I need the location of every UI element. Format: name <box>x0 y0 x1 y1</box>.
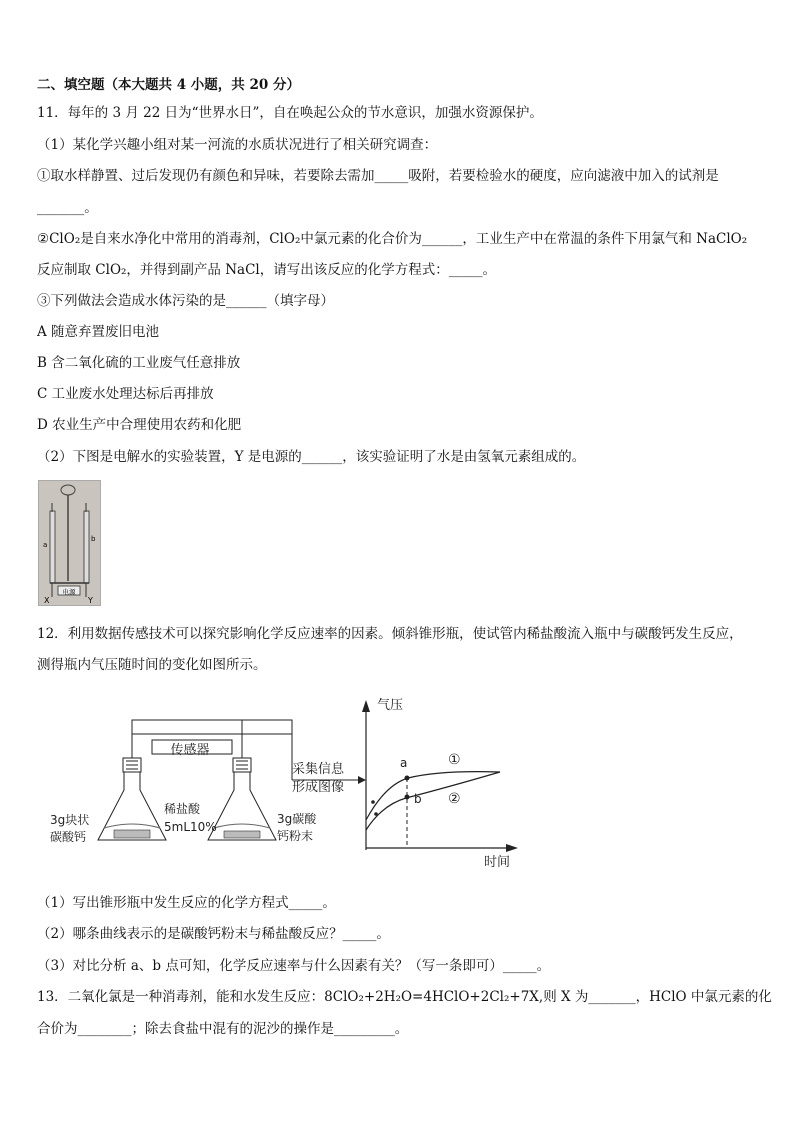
q11-item1-line2: _______。 <box>37 200 98 216</box>
tube-b-label: b <box>91 535 96 543</box>
q11-item1-line1: ①取水样静置、过后发现仍有颜色和异味，若要除去需加_____吸附，若要检验水的硬度，应向滤液中加入的试剂是 <box>37 168 719 184</box>
curve-1 <box>366 772 500 820</box>
electrolysis-apparatus-image <box>38 480 101 606</box>
q11-item3: ③下列做法会造成水体污染的是______（填字母） <box>37 293 334 309</box>
option-b: B 含二氧化硫的工业废气任意排放 <box>37 355 241 371</box>
q13-line2: 合价为________；除去食盐中混有的泥沙的操作是_________。 <box>37 1021 409 1037</box>
point-b <box>405 795 410 800</box>
power-label: 电源 <box>62 588 76 596</box>
form-image-label: 形成图像 <box>292 780 345 795</box>
tube-a-label: a <box>43 541 48 549</box>
q12-stem-line2: 测得瓶内气压随时间的变化如图所示。 <box>37 657 267 673</box>
electrode-x-label: X <box>44 596 50 605</box>
q12-figure <box>40 690 530 875</box>
sensor-label: 传感器 <box>170 743 210 758</box>
q11-part1: （1）某化学兴趣小组对某一河流的水质状况进行了相关研究调查： <box>37 137 438 153</box>
curve-2-label: ② <box>448 791 461 807</box>
acid-label-1: 稀盐酸 <box>164 802 201 816</box>
q11-item2-line1: ②ClO₂是自来水净化中常用的消毒剂，ClO₂中氯元素的化合价为______，工业生产中在常温的条件下用氯气和 NaClO₂ <box>37 231 748 247</box>
option-d: D 农业生产中合理使用农药和化肥 <box>37 417 242 433</box>
y-axis-label: 气压 <box>377 698 404 713</box>
collect-info-label: 采集信息 <box>292 762 345 777</box>
point-b-label: b <box>414 792 422 806</box>
q12-sub3: （3）对比分析 a、b 点可知，化学反应速率与什么因素有关？（写一条即可）_____。 <box>37 958 551 974</box>
curve-1-label: ① <box>448 752 461 768</box>
q12-sub2: （2）哪条曲线表示的是碳酸钙粉末与稀盐酸反应？_____。 <box>37 926 390 942</box>
right-flask-label-2: 钙粉末 <box>277 829 314 843</box>
x-axis-label: 时间 <box>484 855 511 870</box>
option-c: C 工业废水处理达标后再排放 <box>37 386 214 402</box>
q11-item2-line2: 反应制取 ClO₂，并得到副产品 NaCl，请写出该反应的化学方程式：_____。 <box>37 262 496 278</box>
point-a <box>405 776 410 781</box>
section-heading: 二、填空题（本大题共 4 小题，共 20 分） <box>37 77 300 93</box>
curve-2 <box>366 772 500 830</box>
left-flask-label-1: 3g块状 <box>50 813 90 827</box>
q12-sub1: （1）写出锥形瓶中发生反应的化学方程式_____。 <box>37 895 336 911</box>
q13-line1: 13．二氧化氯是一种消毒剂，能和水发生反应：8ClO₂+2H₂O=4HClO+2Cl₂+7X,则 X 为_______，HClO 中氯元素的化 <box>37 989 772 1005</box>
option-a: A 随意弃置废旧电池 <box>37 324 160 340</box>
right-flask-label-1: 3g碳酸 <box>277 812 317 826</box>
point-a-label: a <box>400 756 408 770</box>
q12-stem-line1: 12．利用数据传感技术可以探究影响化学反应速率的因素。倾斜锥形瓶，使试管内稀盐酸流入瓶中与碳酸钙发生反应， <box>37 626 743 642</box>
q11-part2: （2）下图是电解水的实验装置，Y 是电源的______，该实验证明了水是由氢氧元素组成的。 <box>37 449 586 465</box>
q11-stem: 11．每年的 3 月 22 日为“世界水日”，自在唤起公众的节水意识，加强水资源保护。 <box>37 105 543 121</box>
left-flask-label-2: 碳酸钙 <box>50 830 87 844</box>
acid-label-2: 5mL10% <box>164 820 217 834</box>
electrode-y-label: Y <box>88 596 93 605</box>
